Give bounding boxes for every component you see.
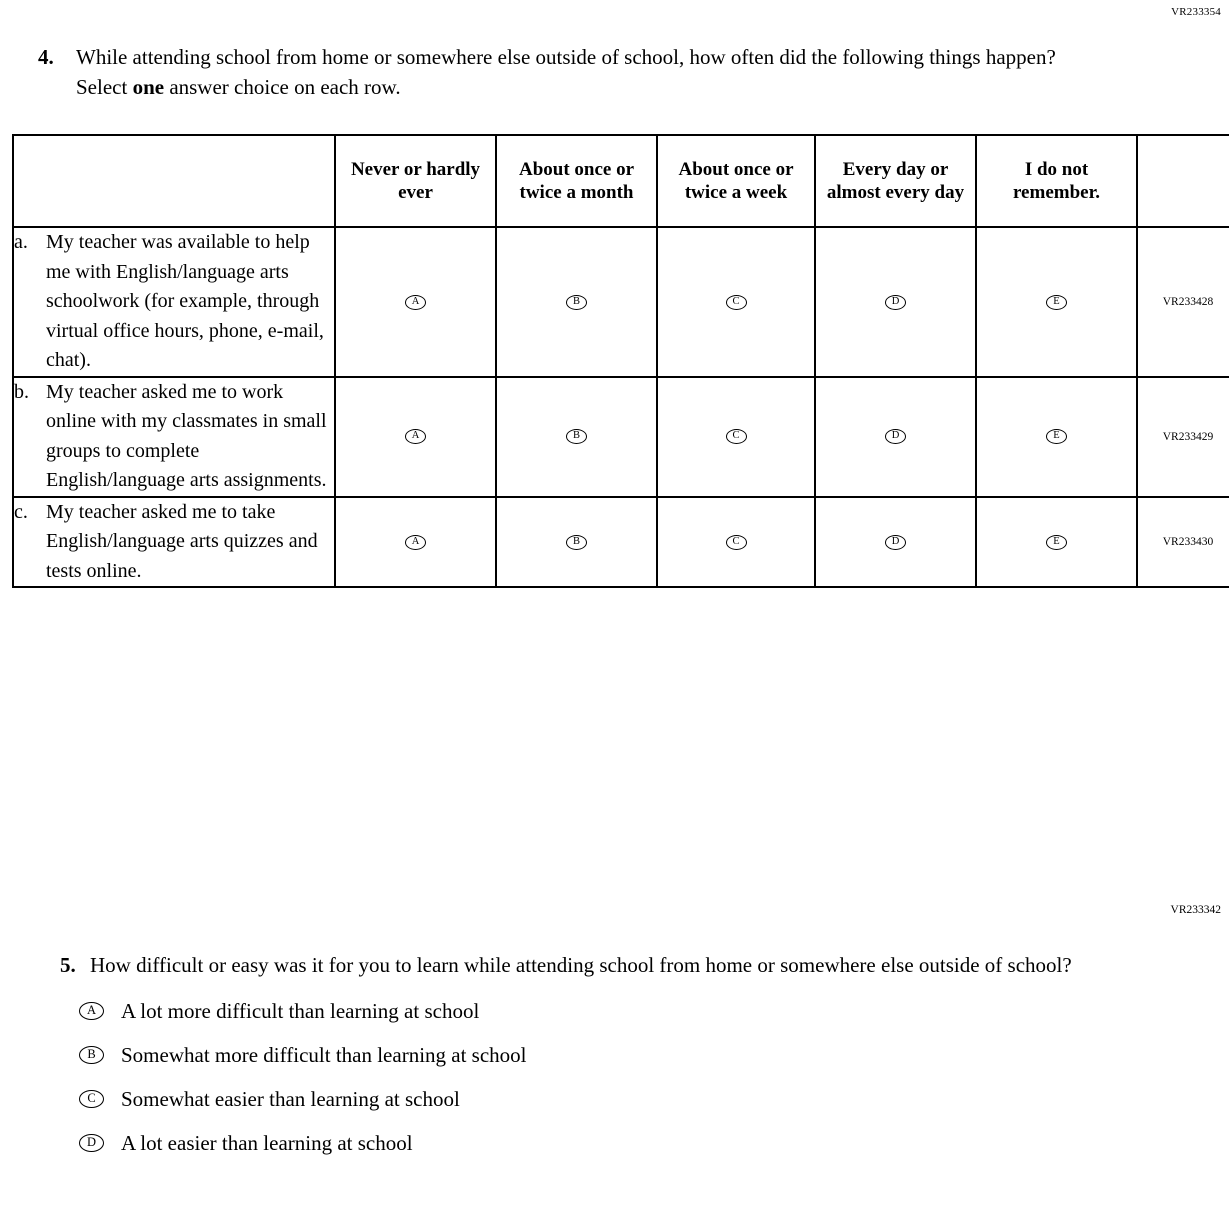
matrix-header-row (13, 135, 1229, 227)
bubble-b-icon: B (566, 295, 587, 310)
response-matrix-table (12, 134, 1229, 588)
matrix-header-once-or-twice-a-week: About once or twice a week (657, 135, 815, 227)
matrix-row-a-option-a[interactable] (335, 227, 496, 377)
matrix-row-c-letter: c. (14, 500, 28, 523)
question-4-emphasis: one (132, 75, 165, 99)
bubble-e-icon: E (1046, 295, 1067, 310)
table-row (13, 497, 1229, 588)
bubble-e-icon: E (1046, 429, 1067, 444)
question-5-choice-d[interactable] (79, 1129, 1160, 1157)
matrix-row-c-text: My teacher asked me to take English/language arts quizzes and tests online. (46, 500, 318, 582)
bubble-d-icon: D (79, 1134, 104, 1152)
bubble-c-icon: C (79, 1090, 104, 1108)
question-4-text (76, 42, 1108, 102)
question-5-choice-b[interactable] (79, 1041, 1160, 1069)
matrix-row-c-option-c[interactable] (657, 497, 815, 588)
matrix-row-b-option-e[interactable] (976, 377, 1137, 497)
bubble-b-icon: B (566, 429, 587, 444)
choice-a-label: A lot more difficult than learning at school (121, 999, 480, 1023)
matrix-row-a-text: My teacher was available to help me with English/language arts schoolwork (for example, through virtual office hours, phone, e-mail, chat). (46, 231, 324, 371)
question-4-number: 4. (38, 45, 54, 69)
matrix-row-a-letter: a. (14, 231, 28, 253)
choice-b-label: Somewhat more difficult than learning at school (121, 1043, 527, 1067)
choice-b-bubble[interactable] (79, 1041, 121, 1064)
matrix-header-stem (13, 135, 335, 227)
bubble-a-icon: A (79, 1002, 104, 1020)
bubble-b-icon: B (566, 535, 587, 550)
matrix-row-c-option-b[interactable] (496, 497, 657, 588)
question-5-number: 5. (60, 953, 76, 977)
matrix-header-once-or-twice-a-month: About once or twice a month (496, 135, 657, 227)
question-4-text-part1: While attending school from home or somewhere else outside of school, how often did the following things happen? Select (76, 45, 1056, 99)
bubble-a-icon: A (405, 429, 426, 444)
choice-d-bubble[interactable] (79, 1129, 121, 1152)
matrix-row-b-option-b[interactable] (496, 377, 657, 497)
matrix-row-c-stem-cell (13, 497, 335, 588)
table-row (13, 227, 1229, 377)
bubble-d-icon: D (885, 295, 906, 310)
matrix-header-do-not-remember: I do not remember. (976, 135, 1137, 227)
matrix-row-b-stem-cell (13, 377, 335, 497)
matrix-row-c-code: VR233430 (1137, 497, 1229, 588)
choice-d-label: A lot easier than learning at school (121, 1131, 413, 1155)
bubble-d-icon: D (885, 535, 906, 550)
choice-c-label: Somewhat easier than learning at school (121, 1087, 460, 1111)
matrix-header-never-or-hardly-ever: Never or hardly ever (335, 135, 496, 227)
matrix-row-a-option-d[interactable] (815, 227, 976, 377)
question-5-choice-c[interactable] (79, 1085, 1160, 1113)
matrix-row-c-option-a[interactable] (335, 497, 496, 588)
matrix-header-every-day: Every day or almost every day (815, 135, 976, 227)
matrix-row-b-option-a[interactable] (335, 377, 496, 497)
question-4-text-part2: answer choice on each row. (164, 75, 401, 99)
bubble-c-icon: C (726, 535, 747, 550)
matrix-row-a-code: VR233428 (1137, 227, 1229, 377)
question-4-block (38, 42, 1108, 102)
matrix-row-a-option-b[interactable] (496, 227, 657, 377)
matrix-row-b-letter: b. (14, 380, 29, 403)
bubble-a-icon: A (405, 535, 426, 550)
question-5-choice-a[interactable] (79, 997, 1160, 1025)
matrix-row-b-code: VR233429 (1137, 377, 1229, 497)
mid-page-code: VR233342 (1170, 904, 1221, 916)
matrix-row-a-option-e[interactable] (976, 227, 1137, 377)
table-row (13, 377, 1229, 497)
bubble-e-icon: E (1046, 535, 1067, 550)
bubble-c-icon: C (726, 429, 747, 444)
bubble-d-icon: D (885, 429, 906, 444)
matrix-row-b-option-c[interactable] (657, 377, 815, 497)
bubble-a-icon: A (405, 295, 426, 310)
question-5-choices (79, 997, 1160, 1157)
bubble-c-icon: C (726, 295, 747, 310)
choice-c-bubble[interactable] (79, 1085, 121, 1108)
matrix-row-b-option-d[interactable] (815, 377, 976, 497)
page-corner-code: VR233354 (1171, 6, 1221, 18)
matrix-row-a-stem-cell (13, 227, 335, 377)
matrix-row-c-option-e[interactable] (976, 497, 1137, 588)
matrix-row-a-option-c[interactable] (657, 227, 815, 377)
question-5-block (60, 950, 1160, 1173)
choice-a-bubble[interactable] (79, 997, 121, 1020)
bubble-b-icon: B (79, 1046, 104, 1064)
matrix-row-c-option-d[interactable] (815, 497, 976, 588)
matrix-header-code (1137, 135, 1229, 227)
question-5-text: How difficult or easy was it for you to learn while attending school from home or somewhere else outside of school? (90, 953, 1072, 977)
matrix-row-b-text: My teacher asked me to work online with my classmates in small groups to complete English/language arts assignments. (46, 380, 327, 491)
